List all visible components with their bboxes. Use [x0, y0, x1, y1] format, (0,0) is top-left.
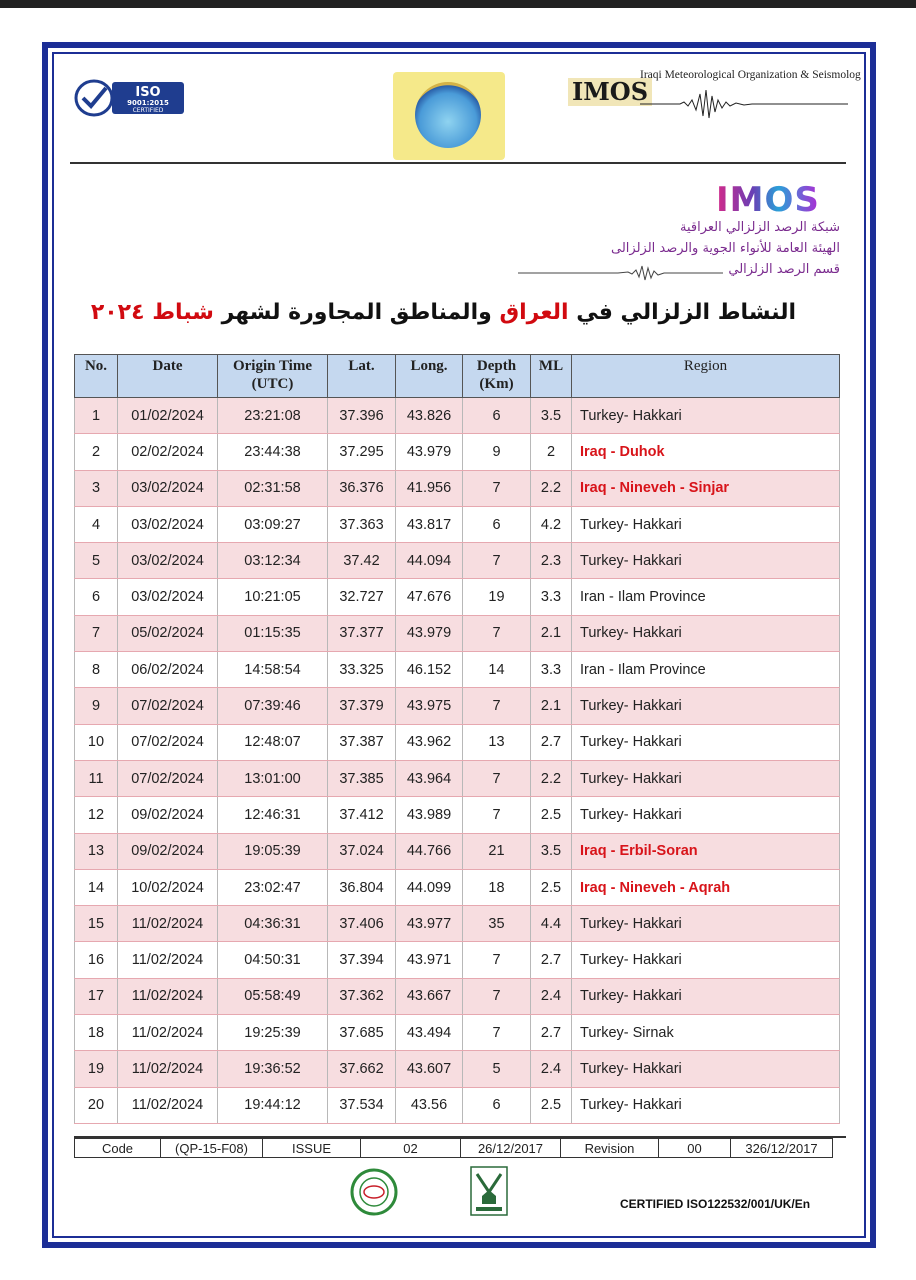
cell-ml: 2.2: [531, 760, 572, 796]
cell-long: 44.094: [396, 543, 463, 579]
cell-date: 03/02/2024: [118, 579, 218, 615]
cell-no: 13: [75, 833, 118, 869]
organization-name: Iraqi Meteorological Organization & Seismolog: [640, 69, 861, 81]
cell-lat: 37.42: [328, 543, 396, 579]
table-row: [75, 833, 840, 869]
cell-long: 43.979: [396, 615, 463, 651]
cell-lat: 37.379: [328, 688, 396, 724]
header-date: Date: [118, 355, 218, 398]
cell-depth: 7: [463, 470, 531, 506]
cell-region: Iran - Ilam Province: [572, 652, 840, 688]
cell-date: 11/02/2024: [118, 1087, 218, 1123]
table-row: [75, 470, 840, 506]
cell-ml: 4.4: [531, 906, 572, 942]
cell-region: Turkey- Hakkari: [572, 724, 840, 760]
arabic-authority-name: الهيئة العامة للأنواء الجوية والرصد الزلزالى: [611, 241, 840, 256]
header-no: No.: [75, 355, 118, 398]
cell-date: 03/02/2024: [118, 543, 218, 579]
cell-lat: 37.362: [328, 978, 396, 1014]
cell-region: Iraq - Duhok: [572, 434, 840, 470]
cell-no: 9: [75, 688, 118, 724]
cell-lat: 37.534: [328, 1087, 396, 1123]
cell-origin-time: 23:44:38: [218, 434, 328, 470]
cell-date: 02/02/2024: [118, 434, 218, 470]
cell-region: Iran - Ilam Province: [572, 579, 840, 615]
cell-region: Turkey- Hakkari: [572, 615, 840, 651]
cell-lat: 37.412: [328, 797, 396, 833]
cell-origin-time: 19:25:39: [218, 1015, 328, 1051]
cell-region: Iraq - Nineveh - Sinjar: [572, 470, 840, 506]
cell-long: 43.962: [396, 724, 463, 760]
cell-ml: 2.5: [531, 797, 572, 833]
cell-lat: 33.325: [328, 652, 396, 688]
cell-lat: 37.394: [328, 942, 396, 978]
cell-ml: 2.4: [531, 1051, 572, 1087]
cell-long: 43.979: [396, 434, 463, 470]
window-top-edge: [0, 0, 916, 8]
cell-long: 44.099: [396, 869, 463, 905]
document-control-table: [74, 1138, 833, 1158]
arabic-department-name: قسم الرصد الزلزالي: [728, 262, 840, 277]
cell-depth: 6: [463, 398, 531, 434]
cell-long: 43.989: [396, 797, 463, 833]
seismogram-icon: [640, 86, 848, 122]
cell-long: 43.975: [396, 688, 463, 724]
cell-ml: 2.2: [531, 470, 572, 506]
cell-long: 43.56: [396, 1087, 463, 1123]
cell-depth: 5: [463, 1051, 531, 1087]
cell-depth: 6: [463, 1087, 531, 1123]
table-row: [75, 615, 840, 651]
cell-date: 11/02/2024: [118, 906, 218, 942]
cell-date: 11/02/2024: [118, 978, 218, 1014]
header-origin-time: Origin Time (UTC): [218, 355, 328, 398]
cell-date: 06/02/2024: [118, 652, 218, 688]
cell-depth: 7: [463, 942, 531, 978]
cell-long: 41.956: [396, 470, 463, 506]
cell-no: 12: [75, 797, 118, 833]
table-row: [75, 434, 840, 470]
svg-text:9001:2015: 9001:2015: [127, 99, 169, 107]
table-row: [75, 869, 840, 905]
cell-region: Turkey- Hakkari: [572, 1087, 840, 1123]
cell-no: 17: [75, 978, 118, 1014]
table-row: [75, 398, 840, 434]
cell-depth: 7: [463, 543, 531, 579]
cell-ml: 3.5: [531, 398, 572, 434]
cell-lat: 37.385: [328, 760, 396, 796]
cell-long: 43.607: [396, 1051, 463, 1087]
cell-depth: 7: [463, 797, 531, 833]
cell-long: 43.494: [396, 1015, 463, 1051]
cell-origin-time: 04:50:31: [218, 942, 328, 978]
cell-long: 43.826: [396, 398, 463, 434]
cell-date: 07/02/2024: [118, 760, 218, 796]
cell-ml: 2.5: [531, 1087, 572, 1123]
cell-no: 5: [75, 543, 118, 579]
globe-icon: [415, 82, 481, 148]
table-row: [75, 760, 840, 796]
cell-lat: 37.662: [328, 1051, 396, 1087]
cell-origin-time: 02:31:58: [218, 470, 328, 506]
cell-region: Turkey- Hakkari: [572, 398, 840, 434]
header-lat: Lat.: [328, 355, 396, 398]
cell-long: 43.971: [396, 942, 463, 978]
table-row: [75, 543, 840, 579]
table-row: [75, 1015, 840, 1051]
cell-ml: 3.3: [531, 579, 572, 615]
table-row: [75, 1087, 840, 1123]
table-row: [75, 724, 840, 760]
cell-lat: 32.727: [328, 579, 396, 615]
imos-colored-logo: [716, 180, 836, 218]
cell-ml: 2.1: [531, 615, 572, 651]
cell-lat: 37.406: [328, 906, 396, 942]
header-ml: ML: [531, 355, 572, 398]
cell-no: 14: [75, 869, 118, 905]
cell-date: 09/02/2024: [118, 833, 218, 869]
cell-depth: 7: [463, 978, 531, 1014]
table-row: [75, 506, 840, 542]
urs-certification-seal: [350, 1168, 398, 1216]
cell-no: 20: [75, 1087, 118, 1123]
cell-depth: 35: [463, 906, 531, 942]
cell-no: 19: [75, 1051, 118, 1087]
cell-date: 03/02/2024: [118, 470, 218, 506]
cell-depth: 18: [463, 869, 531, 905]
cell-region: Turkey- Hakkari: [572, 760, 840, 796]
cell-depth: 7: [463, 615, 531, 651]
header-depth: Depth (Km): [463, 355, 531, 398]
cell-date: 09/02/2024: [118, 797, 218, 833]
cell-origin-time: 12:46:31: [218, 797, 328, 833]
cell-region: Turkey- Hakkari: [572, 1051, 840, 1087]
table-row: [75, 1051, 840, 1087]
cell-no: 7: [75, 615, 118, 651]
cell-origin-time: 05:58:49: [218, 978, 328, 1014]
issue-label: ISSUE: [263, 1139, 361, 1158]
cell-date: 03/02/2024: [118, 506, 218, 542]
cell-region: Iraq - Nineveh - Aqrah: [572, 869, 840, 905]
table-row: [75, 579, 840, 615]
issue-value: 02: [361, 1139, 461, 1158]
cell-long: 46.152: [396, 652, 463, 688]
cell-lat: 37.685: [328, 1015, 396, 1051]
cell-depth: 19: [463, 579, 531, 615]
cell-long: 43.817: [396, 506, 463, 542]
cell-no: 6: [75, 579, 118, 615]
cell-no: 1: [75, 398, 118, 434]
cell-ml: 2.7: [531, 942, 572, 978]
cell-no: 10: [75, 724, 118, 760]
table-row: [75, 906, 840, 942]
cell-date: 10/02/2024: [118, 869, 218, 905]
arabic-network-name: شبكة الرصد الزلزالي العراقية: [680, 220, 840, 235]
cell-origin-time: 12:48:07: [218, 724, 328, 760]
table-row: [75, 797, 840, 833]
cell-depth: 21: [463, 833, 531, 869]
cell-lat: 36.804: [328, 869, 396, 905]
cell-origin-time: 01:15:35: [218, 615, 328, 651]
cell-long: 43.964: [396, 760, 463, 796]
cell-no: 8: [75, 652, 118, 688]
header-long: Long.: [396, 355, 463, 398]
table-body: [75, 398, 840, 1124]
iso-certified-logo: [74, 78, 186, 118]
cell-origin-time: 19:05:39: [218, 833, 328, 869]
cell-long: 43.667: [396, 978, 463, 1014]
cell-ml: 2.7: [531, 1015, 572, 1051]
cell-no: 11: [75, 760, 118, 796]
revision-value: 00: [659, 1139, 731, 1158]
cell-origin-time: 19:36:52: [218, 1051, 328, 1087]
code-label: Code: [75, 1139, 161, 1158]
cell-region: Iraq - Erbil-Soran: [572, 833, 840, 869]
cell-origin-time: 14:58:54: [218, 652, 328, 688]
table-header-row: [75, 355, 840, 398]
table-row: [75, 978, 840, 1014]
cell-depth: 7: [463, 688, 531, 724]
revision-label: Revision: [561, 1139, 659, 1158]
cell-origin-time: 23:02:47: [218, 869, 328, 905]
cell-ml: 3.3: [531, 652, 572, 688]
cell-region: Turkey- Hakkari: [572, 506, 840, 542]
cell-date: 07/02/2024: [118, 724, 218, 760]
cell-region: Turkey- Hakkari: [572, 688, 840, 724]
title-iraq: العراق: [499, 300, 569, 325]
cell-no: 15: [75, 906, 118, 942]
title-part-1: النشاط الزلزالي في: [568, 300, 796, 325]
cell-no: 3: [75, 470, 118, 506]
cell-date: 01/02/2024: [118, 398, 218, 434]
certification-text: CERTIFIED ISO122532/001/UK/En: [620, 1197, 811, 1211]
meteorological-emblem: [393, 72, 505, 160]
cell-no: 2: [75, 434, 118, 470]
report-title: [90, 300, 796, 325]
cell-no: 18: [75, 1015, 118, 1051]
revision-date: 326/12/2017: [731, 1139, 833, 1158]
cell-ml: 2: [531, 434, 572, 470]
cell-depth: 9: [463, 434, 531, 470]
title-month: شباط ٢٠٢٤: [90, 300, 214, 325]
svg-text:CERTIFIED: CERTIFIED: [132, 107, 164, 114]
table-row: [75, 942, 840, 978]
cell-origin-time: 10:21:05: [218, 579, 328, 615]
cell-no: 16: [75, 942, 118, 978]
table-row: [75, 688, 840, 724]
header-divider: [70, 162, 846, 164]
cell-ml: 2.5: [531, 869, 572, 905]
footer-row: [75, 1139, 833, 1158]
cell-long: 43.977: [396, 906, 463, 942]
header-region: Region: [572, 355, 840, 398]
cell-ml: 2.7: [531, 724, 572, 760]
cell-region: Turkey- Hakkari: [572, 978, 840, 1014]
issue-date: 26/12/2017: [461, 1139, 561, 1158]
cell-region: Turkey- Sirnak: [572, 1015, 840, 1051]
cell-ml: 4.2: [531, 506, 572, 542]
cell-lat: 37.387: [328, 724, 396, 760]
seismogram-small-icon: [518, 262, 723, 284]
code-value: (QP-15-F08): [161, 1139, 263, 1158]
cell-date: 11/02/2024: [118, 942, 218, 978]
cell-date: 05/02/2024: [118, 615, 218, 651]
cell-ml: 2.3: [531, 543, 572, 579]
cell-ml: 3.5: [531, 833, 572, 869]
cell-lat: 36.376: [328, 470, 396, 506]
cell-long: 44.766: [396, 833, 463, 869]
cell-region: Turkey- Hakkari: [572, 797, 840, 833]
cell-region: Turkey- Hakkari: [572, 906, 840, 942]
svg-text:ISO: ISO: [135, 85, 161, 100]
cell-depth: 7: [463, 1015, 531, 1051]
cell-depth: 14: [463, 652, 531, 688]
ukas-seal: [470, 1166, 508, 1216]
cell-origin-time: 19:44:12: [218, 1087, 328, 1123]
cell-depth: 7: [463, 760, 531, 796]
cell-depth: 6: [463, 506, 531, 542]
cell-origin-time: 23:21:08: [218, 398, 328, 434]
cell-origin-time: 03:12:34: [218, 543, 328, 579]
cell-date: 07/02/2024: [118, 688, 218, 724]
cell-ml: 2.4: [531, 978, 572, 1014]
cell-lat: 37.295: [328, 434, 396, 470]
cell-date: 11/02/2024: [118, 1015, 218, 1051]
imos-header-logo: IMOS: [568, 78, 652, 106]
cell-lat: 37.363: [328, 506, 396, 542]
cell-region: Turkey- Hakkari: [572, 942, 840, 978]
earthquake-table: [74, 354, 840, 1124]
cell-lat: 37.024: [328, 833, 396, 869]
cell-lat: 37.396: [328, 398, 396, 434]
cell-date: 11/02/2024: [118, 1051, 218, 1087]
svg-text:IMOS: IMOS: [716, 180, 820, 218]
cell-no: 4: [75, 506, 118, 542]
title-part-3: والمناطق المجاورة لشهر: [213, 300, 500, 325]
cell-origin-time: 07:39:46: [218, 688, 328, 724]
cell-origin-time: 03:09:27: [218, 506, 328, 542]
cell-origin-time: 13:01:00: [218, 760, 328, 796]
cell-depth: 13: [463, 724, 531, 760]
cell-ml: 2.1: [531, 688, 572, 724]
cell-lat: 37.377: [328, 615, 396, 651]
table-row: [75, 652, 840, 688]
cell-origin-time: 04:36:31: [218, 906, 328, 942]
cell-long: 47.676: [396, 579, 463, 615]
cell-region: Turkey- Hakkari: [572, 543, 840, 579]
